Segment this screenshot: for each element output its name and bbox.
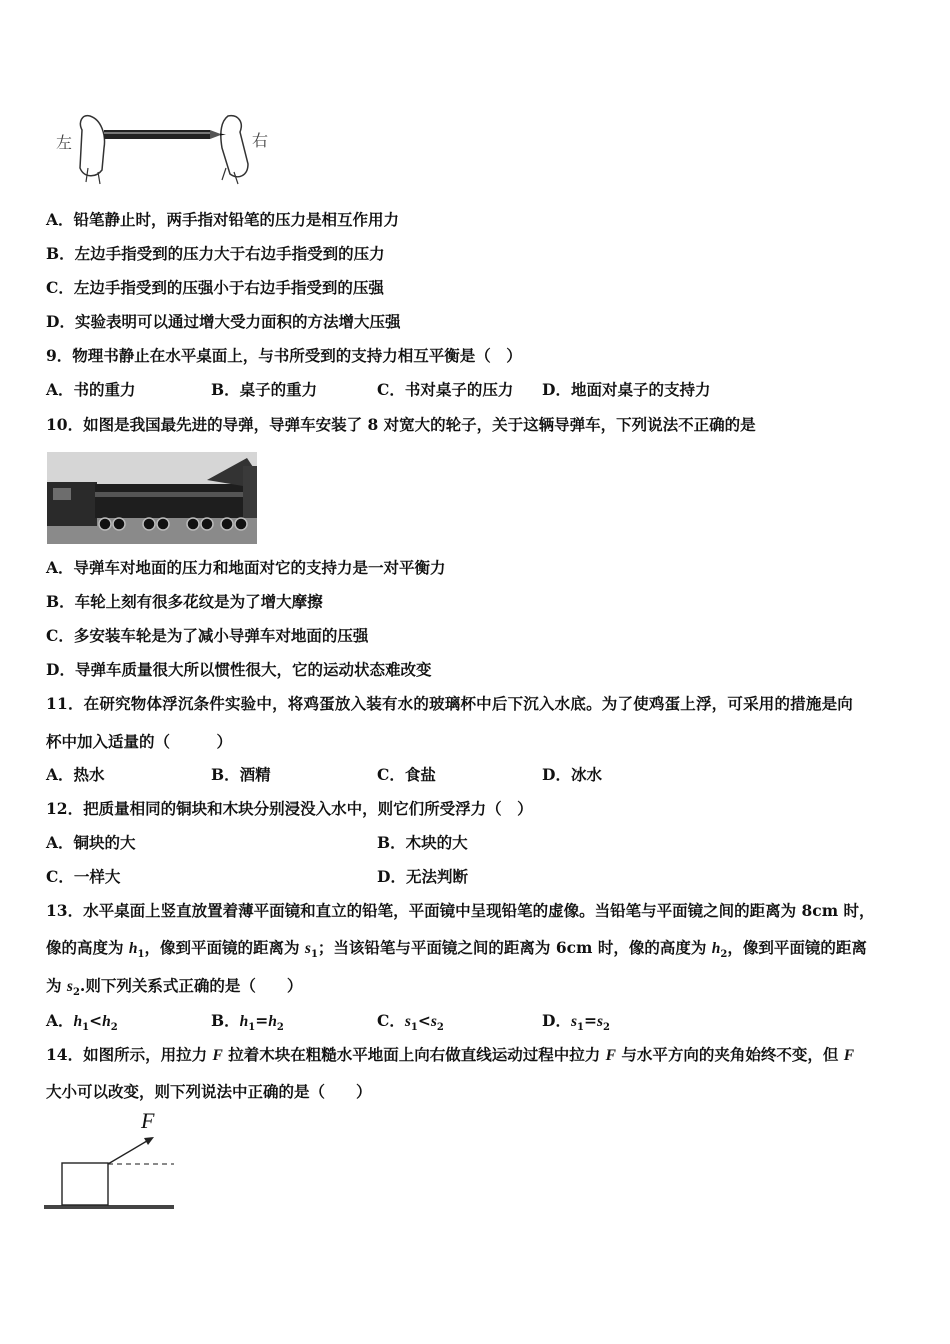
q9-option-d: D．地面对桌子的支持力 <box>542 380 711 399</box>
q13-option-b: B．$h_1=h_2$ <box>211 1011 284 1034</box>
q8-option-d: D．实验表明可以通过增大受力面积的方法增大压强 <box>46 312 401 331</box>
q11-option-b: B．酒精 <box>211 765 271 784</box>
q9-option-c: C．书对桌子的压力 <box>377 380 514 399</box>
q9-option-b: B．桌子的重力 <box>211 380 318 399</box>
force-label: F <box>141 1108 155 1133</box>
q11-option-d: D．冰水 <box>542 765 602 784</box>
q13-stem-line2: 像的高度为 $h_1$，像到平面镜的距离为 $s_1$；当该铅笔与平面镜之间的距离为 6cm 时，像的高度为 $h_2$，像到平面镜的距离 <box>46 938 867 961</box>
q14-stem-line1: 14．如图所示，用拉力 F 拉着木块在粗糙水平地面上向右做直线运动过程中拉力 F 与水平方向的夹角始终不变，但 F <box>46 1045 855 1064</box>
q12-option-d: D．无法判断 <box>377 867 468 886</box>
q8-option-b: B．左边手指受到的压力大于右边手指受到的压力 <box>46 244 385 263</box>
missile-truck-illustration <box>47 452 257 544</box>
q12-option-b: B．木块的大 <box>377 833 468 852</box>
q13-option-a: A．$h_1<h_2$ <box>46 1011 118 1034</box>
block-force-illustration <box>44 1108 184 1214</box>
q10-option-d: D．导弹车质量很大所以惯性很大，它的运动状态难改变 <box>46 660 432 679</box>
q8-option-a: A．铅笔静止时，两手指对铅笔的压力是相互作用力 <box>46 210 400 229</box>
q13-stem-line1: 13．水平桌面上竖直放置着薄平面镜和直立的铅笔，平面镜中呈现铅笔的虚像。当铅笔与平面镜之间的距离为 8cm 时， <box>46 901 875 920</box>
q13-option-d: D．$s_1=s_2$ <box>542 1011 610 1034</box>
pencil-fingers-illustration <box>52 108 272 186</box>
q10-option-a: A．导弹车对地面的压力和地面对它的支持力是一对平衡力 <box>46 558 446 577</box>
q13-option-c: C．$s_1<s_2$ <box>377 1011 444 1034</box>
missile-truck-photo <box>47 452 257 544</box>
q11-option-c: C．食盐 <box>377 765 436 784</box>
q13-stem-line3: 为 $s_2$.则下列关系式正确的是（ ） <box>46 976 303 999</box>
q12-option-a: A．铜块的大 <box>46 833 136 852</box>
q12-option-c: C．一样大 <box>46 867 121 886</box>
q14-stem-line2: 大小可以改变，则下列说法中正确的是（ ） <box>46 1082 372 1101</box>
q11-stem-line1: 11．在研究物体浮沉条件实验中，将鸡蛋放入装有水的玻璃杯中后下沉入水底。为了使鸡蛋上浮，可采用的措施是向 <box>46 694 853 713</box>
q9-option-a: A．书的重力 <box>46 380 136 399</box>
left-label: 左 <box>56 133 73 152</box>
pencil-figure <box>52 108 272 186</box>
q10-option-b: B．车轮上刻有很多花纹是为了增大摩擦 <box>46 592 323 611</box>
q11-option-a: A．热水 <box>46 765 105 784</box>
q9-stem: 9．物理书静止在水平桌面上，与书所受到的支持力相互平衡是（ ） <box>46 346 522 365</box>
q11-stem-line2: 杯中加入适量的（ ） <box>46 732 233 751</box>
q8-option-c: C．左边手指受到的压强小于右边手指受到的压强 <box>46 278 384 297</box>
right-label: 右 <box>252 131 269 150</box>
q10-stem: 10．如图是我国最先进的导弹，导弹车安装了 8 对宽大的轮子，关于这辆导弹车，下列说法不正确的是 <box>46 415 756 434</box>
q12-stem: 12．把质量相同的铜块和木块分别浸没入水中，则它们所受浮力（ ） <box>46 799 533 818</box>
q10-option-c: C．多安装车轮是为了减小导弹车对地面的压强 <box>46 626 369 645</box>
block-force-diagram <box>44 1108 184 1214</box>
